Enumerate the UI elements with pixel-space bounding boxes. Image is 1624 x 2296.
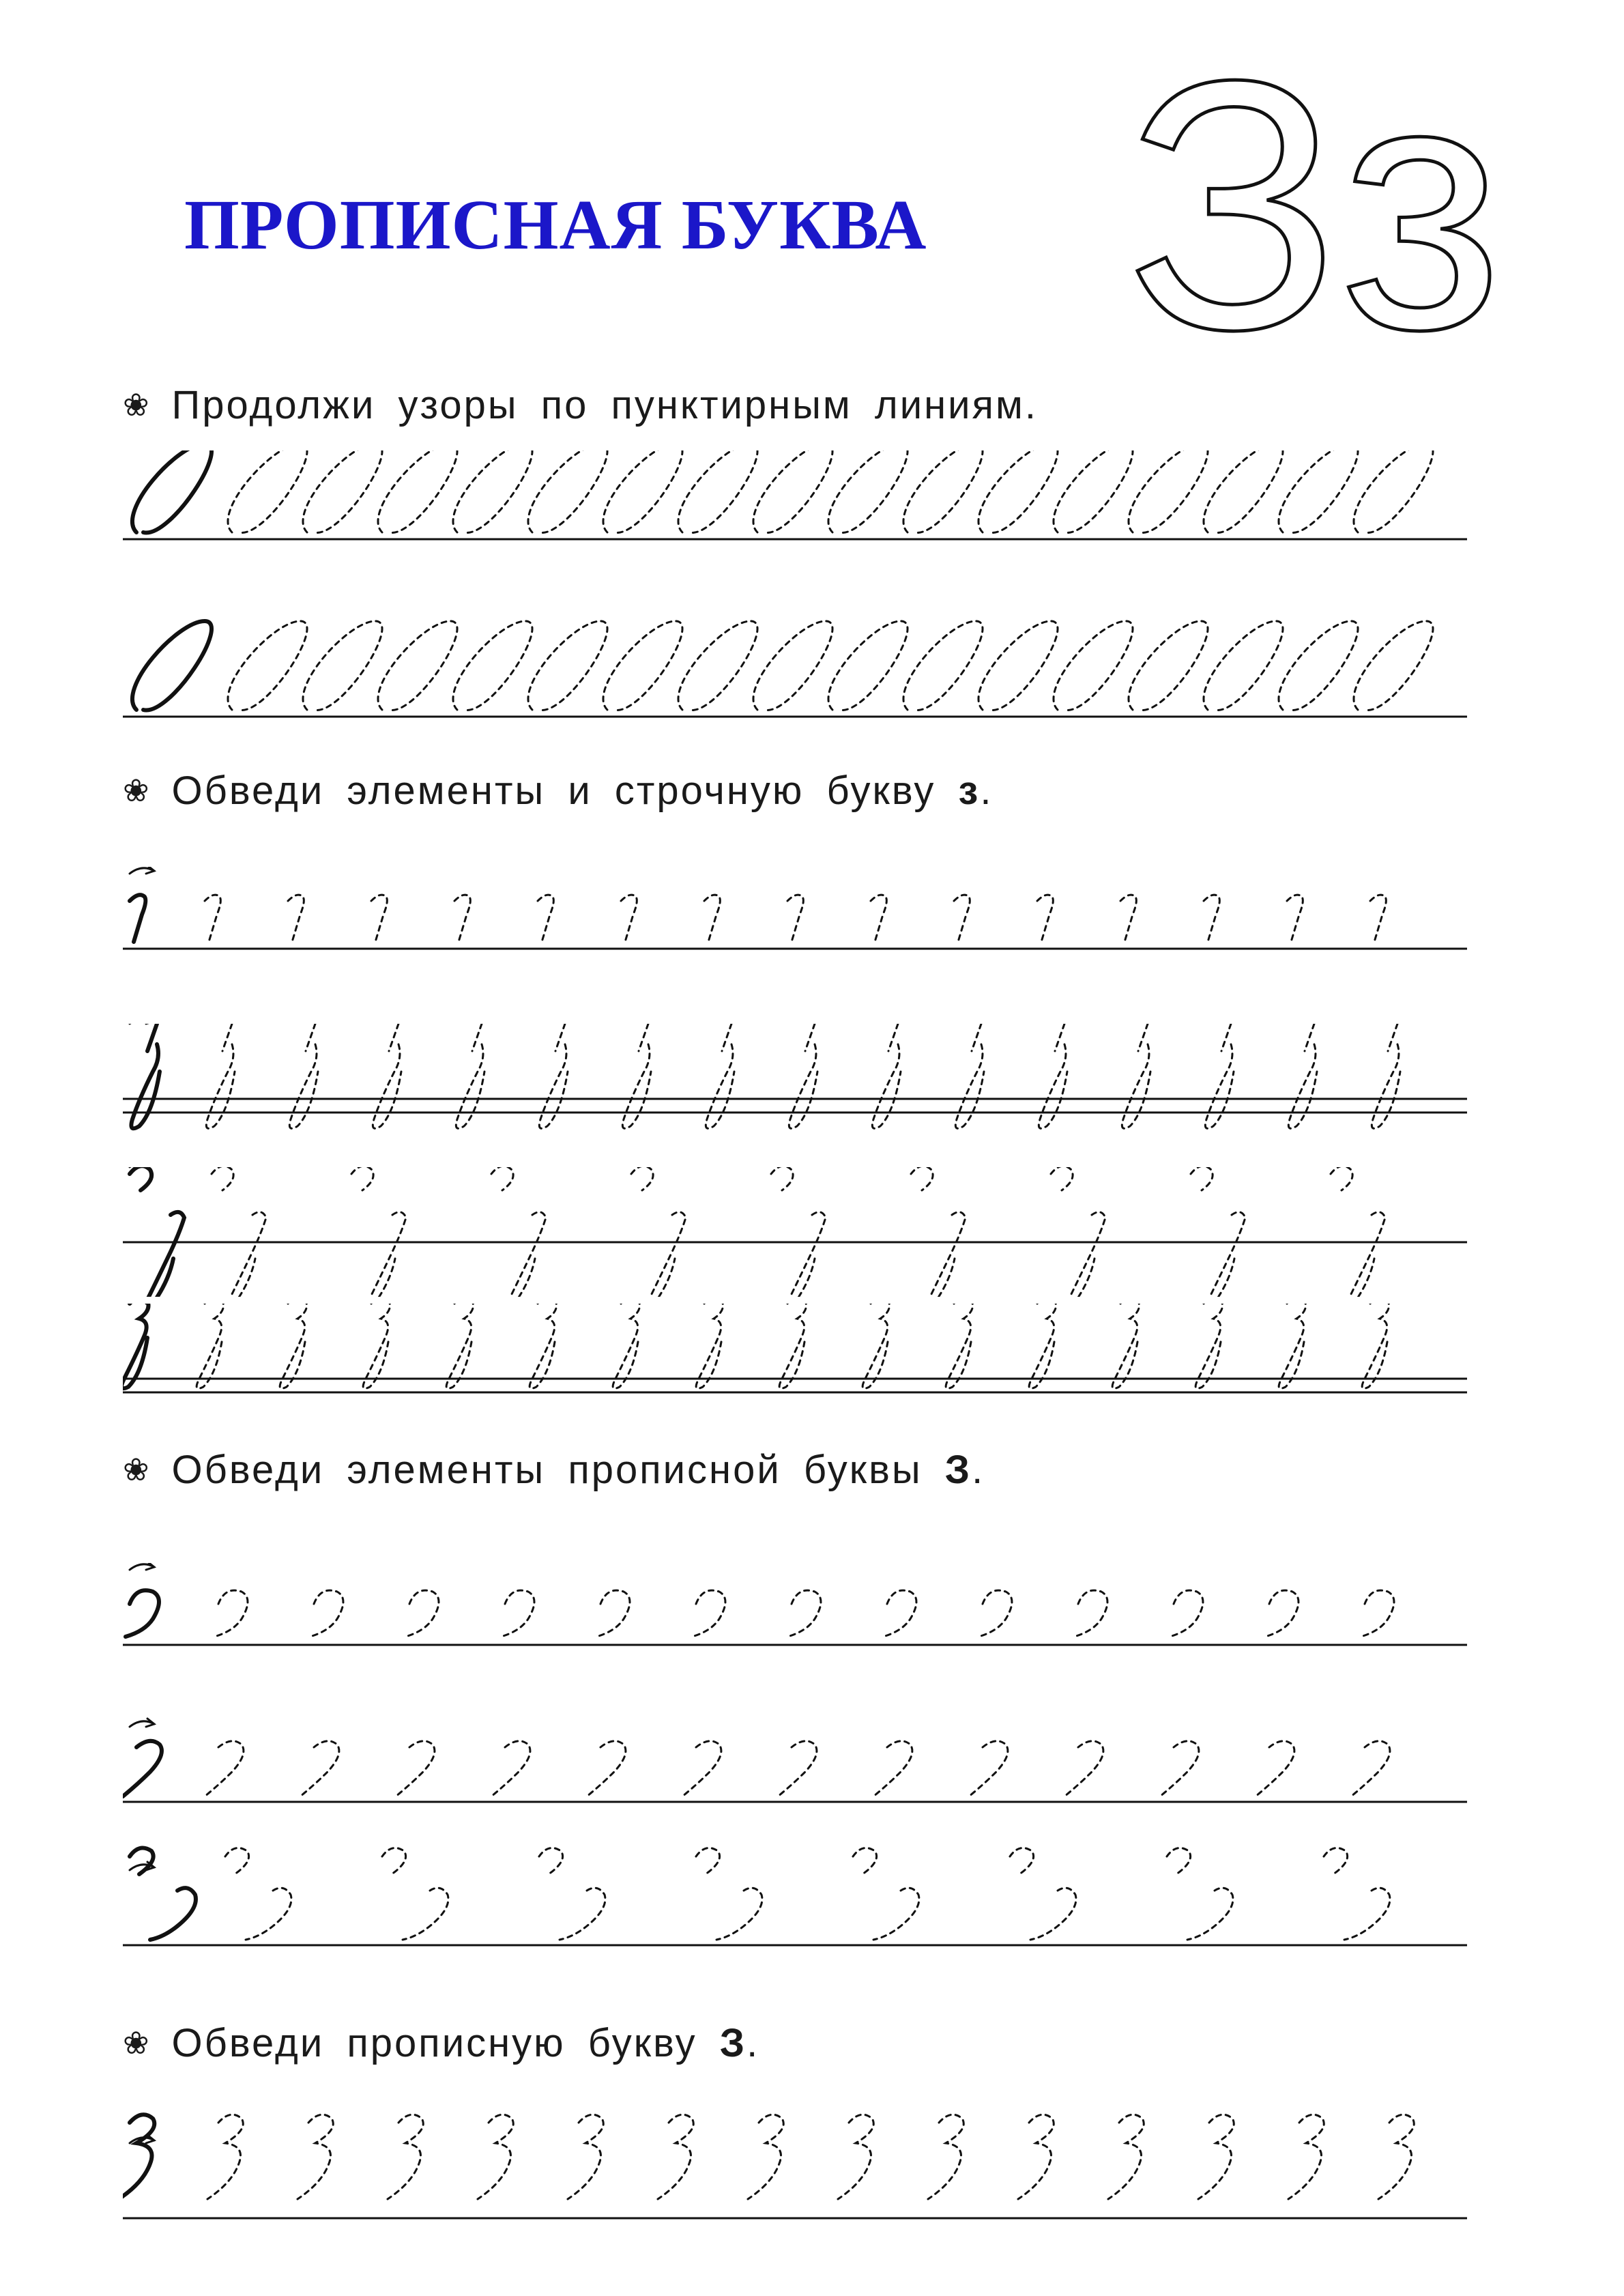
sample-stroke [123,1304,149,1388]
trace-stroke [228,621,307,711]
task-3-instruction: ❀ Обведи элементы прописной буквы З. [123,1448,985,1492]
trace-stroke [212,1167,266,1297]
direction-arrow-icon [130,1563,154,1570]
trace-stroke [1279,621,1358,711]
trace-stroke [1279,1304,1305,1388]
trace-stroke [1204,621,1283,711]
trace-stroke [1064,1741,1103,1796]
trace-stroke [491,1167,546,1297]
trace-stroke [1051,1167,1105,1297]
trace-stroke [587,1741,626,1796]
trace-stroke [539,1848,605,1940]
trace-stroke [453,621,532,711]
trace-stroke [280,1304,306,1388]
task-1-text: Продолжи узоры по пунктирным линиям. [171,383,1038,427]
trace-stroke [928,2114,963,2199]
trace-stroke [378,621,457,711]
trace-stroke [228,450,307,533]
trace-stroke [862,1304,889,1388]
task-1-instruction [123,382,1038,428]
trace-stroke [678,450,757,533]
row-small-z-elements [123,1167,1467,1297]
trace-stroke [454,895,470,942]
trace-stroke [704,895,720,942]
row-loop-pattern-1 [123,450,1467,587]
task-3-letter: З [944,1448,972,1492]
trace-stroke [1204,450,1283,533]
trace-stroke [1167,1848,1233,1940]
trace-stroke [787,1590,821,1637]
trace-stroke [1204,895,1219,942]
trace-stroke [1361,1590,1394,1637]
trace-stroke [692,1590,725,1637]
trace-stroke [1195,1304,1222,1388]
trace-stroke [621,895,637,942]
row-hook-element [123,867,1467,962]
trace-stroke [911,1167,966,1297]
task-2-instruction: ❀ Обведи элементы и строчную букву з. [123,769,994,813]
flower-icon: ❀ [123,2025,151,2061]
trace-stroke [528,621,607,711]
trace-stroke [1018,2114,1054,2199]
trace-stroke [779,1304,806,1388]
trace-stroke [501,1590,534,1637]
trace-stroke [1351,1741,1390,1796]
trace-stroke [903,621,983,711]
trace-stroke [1287,895,1303,942]
sample-stroke [130,895,145,942]
trace-stroke [382,1848,448,1940]
trace-stroke [225,1848,291,1940]
sample-stroke [123,1741,162,1796]
row-capital-arc-element-2 [123,1713,1467,1822]
trace-stroke [205,895,220,942]
trace-stroke [978,621,1058,711]
trace-stroke [828,450,908,533]
row-loop-pattern-2 [123,601,1467,737]
row-lower-loop-element [123,1024,1467,1160]
trace-stroke [954,895,970,942]
trace-stroke [1198,2114,1234,2199]
trace-stroke [753,621,832,711]
trace-stroke [978,1590,1012,1637]
row-capital-z-letter [123,2102,1467,2239]
sample-stroke [126,1590,159,1637]
trace-stroke [1279,450,1358,533]
trace-stroke [748,2114,783,2199]
row-capital-arc-element [123,1563,1467,1672]
task-4-instruction: ❀ Обведи прописную букву З. [123,2021,760,2065]
trace-stroke [1160,1741,1199,1796]
trace-stroke [303,621,382,711]
trace-stroke [1108,2114,1144,2199]
trace-stroke [753,450,832,533]
trace-stroke [596,1590,630,1637]
trace-stroke [1037,895,1053,942]
sample-stroke [132,621,212,711]
trace-stroke [873,1741,912,1796]
trace-stroke [696,1848,762,1940]
trace-stroke [778,1741,817,1796]
trace-stroke [631,1167,686,1297]
trace-stroke [363,1304,390,1388]
trace-stroke [1170,1590,1203,1637]
trace-stroke [946,1304,972,1388]
trace-stroke [1129,621,1208,711]
trace-stroke [682,1741,721,1796]
trace-stroke [658,2114,693,2199]
trace-stroke [613,1304,639,1388]
trace-stroke [787,895,803,942]
trace-stroke [396,1741,435,1796]
trace-stroke [298,2114,333,2199]
trace-stroke [446,1304,473,1388]
outlined-letter-z-icon [1126,27,1508,355]
trace-stroke [603,621,682,711]
page-title: ПРОПИСНАЯ БУКВА [184,186,927,264]
trace-stroke [530,1304,556,1388]
trace-stroke [1370,895,1386,942]
trace-stroke [1191,1167,1245,1297]
trace-stroke [214,1590,248,1637]
trace-stroke [1324,1848,1390,1940]
trace-stroke [453,450,532,533]
trace-stroke [903,450,983,533]
trace-stroke [197,1304,223,1388]
trace-stroke [491,1741,530,1796]
trace-stroke [1054,450,1133,533]
trace-stroke [1029,1304,1056,1388]
trace-stroke [1010,1848,1076,1940]
row-small-z-letter [123,1304,1467,1440]
trace-stroke [1354,450,1433,533]
trace-stroke [1265,1590,1299,1637]
trace-stroke [1378,2114,1414,2199]
sample-stroke [132,450,212,533]
trace-stroke [528,450,607,533]
task-4-text: Обведи прописную букву [171,2021,720,2065]
trace-stroke [310,1590,343,1637]
flower-icon: ❀ [123,773,151,808]
task-2-text: Обведи элементы и строчную букву [171,769,959,813]
trace-stroke [771,1167,826,1297]
direction-arrow-icon [130,1862,154,1870]
trace-stroke [1074,1590,1107,1637]
trace-stroke [1331,1167,1385,1297]
direction-arrow-icon [130,867,154,874]
trace-stroke [568,2114,603,2199]
trace-stroke [603,450,682,533]
trace-stroke [696,1304,723,1388]
trace-stroke [828,621,908,711]
trace-stroke [371,895,387,942]
trace-stroke [883,1590,916,1637]
trace-stroke [678,621,757,711]
trace-stroke [1054,621,1133,711]
sample-stroke [123,2114,154,2199]
task-4-letter: З [719,2021,747,2065]
trace-stroke [303,450,382,533]
task-2-letter: з [958,769,981,813]
trace-stroke [853,1848,919,1940]
sample-stroke [130,1167,184,1297]
trace-stroke [478,2114,513,2199]
trace-stroke [838,2114,873,2199]
trace-stroke [969,1741,1008,1796]
trace-stroke [538,895,553,942]
trace-stroke [388,2114,423,2199]
svg-text:Зз: Зз [1126,27,1503,355]
trace-stroke [1362,1304,1389,1388]
sample-stroke [130,1848,196,1940]
flower-icon: ❀ [123,387,151,422]
flower-icon: ❀ [123,1452,151,1487]
trace-stroke [1256,1741,1294,1796]
trace-stroke [1112,1304,1139,1388]
trace-stroke [288,895,304,942]
trace-stroke [207,2114,243,2199]
trace-stroke [205,1741,244,1796]
row-capital-z-elements [123,1829,1467,1966]
trace-stroke [1129,450,1208,533]
direction-arrow-icon [130,1719,154,1727]
trace-stroke [300,1741,339,1796]
trace-stroke [378,450,457,533]
trace-stroke [978,450,1058,533]
trace-stroke [1354,621,1433,711]
trace-stroke [871,895,886,942]
task-3-text: Обведи элементы прописной буквы [171,1448,945,1492]
trace-stroke [1288,2114,1324,2199]
trace-stroke [405,1590,439,1637]
trace-stroke [351,1167,406,1297]
trace-stroke [1120,895,1136,942]
